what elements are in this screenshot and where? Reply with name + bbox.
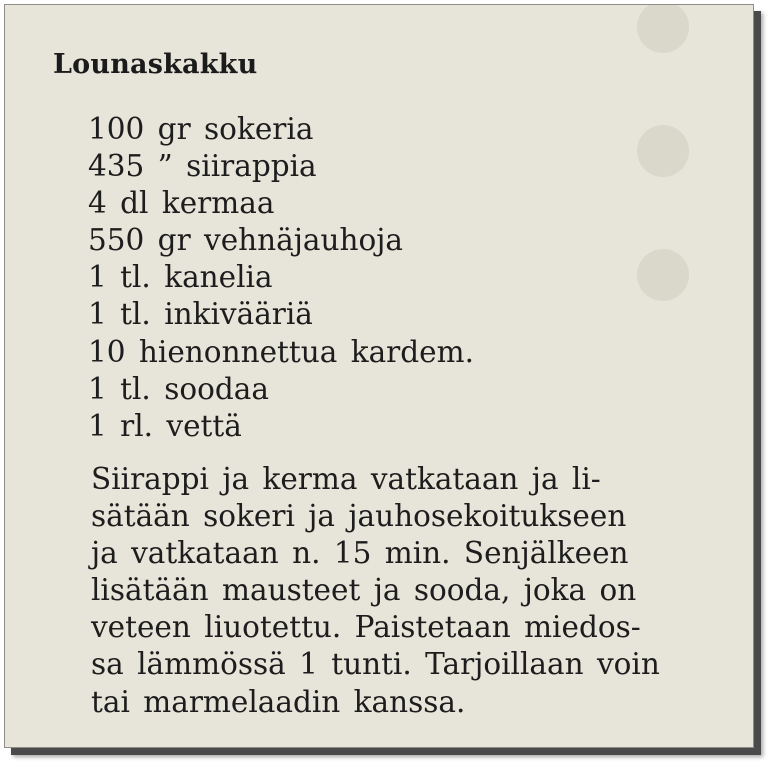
method-line: lisätään mausteet ja sooda, joka on bbox=[91, 573, 637, 608]
ingredient-item: 550 gr vehnäjauhoja bbox=[88, 223, 403, 258]
method-line: sa lämmössä 1 tunti. Tarjoillaan voin bbox=[91, 647, 660, 682]
ingredient-item: 435 ” siirappia bbox=[88, 149, 317, 184]
method-text bbox=[91, 461, 660, 721]
method-line: tai marmelaadin kanssa. bbox=[91, 684, 466, 719]
ingredient-list bbox=[88, 111, 474, 445]
method-line: ja vatkataan n. 15 min. Senjälkeen bbox=[91, 536, 629, 571]
ingredient-item: 10 hienonnettua kardem. bbox=[88, 334, 474, 369]
bleed-dot bbox=[637, 249, 689, 301]
ingredient-item: 1 tl. kanelia bbox=[88, 260, 273, 295]
recipe-title: Lounaskakku bbox=[53, 49, 258, 80]
ingredient-item: 100 gr sokeria bbox=[88, 112, 314, 146]
ingredient-item: 4 dl kermaa bbox=[88, 186, 275, 221]
ingredient-item: 1 tl. inkivääriä bbox=[88, 297, 313, 332]
method-line: veteen liuotettu. Paistetaan miedos- bbox=[91, 610, 641, 645]
bleed-dot bbox=[637, 125, 689, 177]
ingredient-item: 1 rl. vettä bbox=[88, 408, 242, 443]
method-line: Siirappi ja kerma vatkataan ja li- bbox=[91, 462, 601, 496]
bleed-dot bbox=[637, 4, 689, 53]
ingredient-item: 1 tl. soodaa bbox=[88, 371, 269, 406]
recipe-clipping bbox=[4, 4, 754, 748]
method-line: sätään sokeri ja jauhosekoitukseen bbox=[91, 499, 627, 534]
